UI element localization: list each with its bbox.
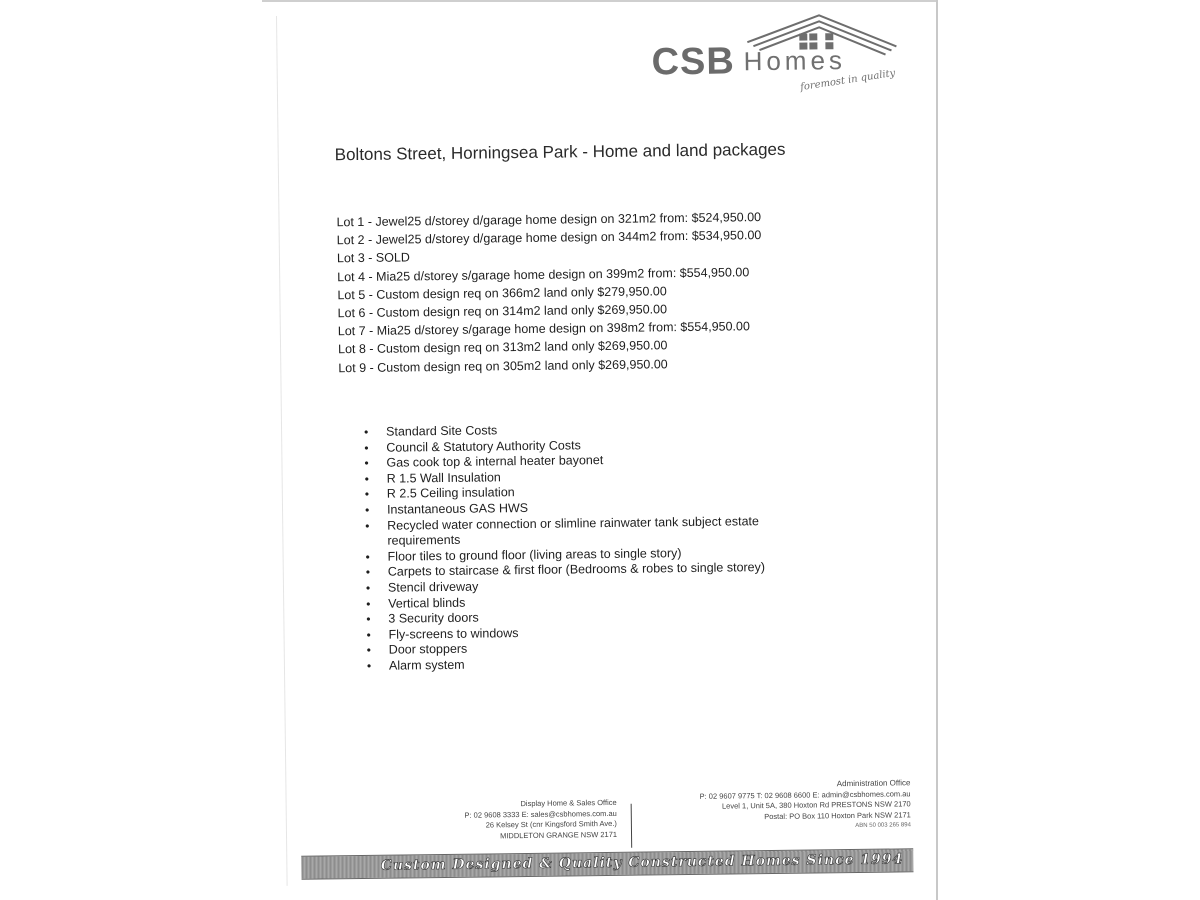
inclusion-item: • 3 Security doors (366, 607, 806, 628)
admin-office-abn: ABN 50 003 265 894 (855, 822, 911, 829)
admin-office-contact: P: 02 9607 9775 T: 02 9608 6600 E: admin@csbhomes.com.au (699, 788, 911, 801)
inclusion-item: • Vertical blinds (366, 591, 806, 612)
admin-office-block (642, 778, 911, 834)
csb-homes-logo (651, 10, 902, 103)
display-office-contact: P: 02 9608 3333 E: sales@csbhomes.com.au (464, 808, 617, 820)
inclusion-item: • Gas cook top & internal heater bayonet (364, 451, 804, 472)
inclusion-item: • Stencil driveway (366, 576, 806, 597)
page-title: Boltons Street, Horningsea Park - Home and land packages (334, 139, 786, 165)
lot-list (336, 208, 763, 377)
inclusions-list (364, 420, 807, 675)
inclusion-item: • Fly-screens to windows (366, 622, 806, 643)
lot-item: Lot 6 - Custom design req on 314m2 land only $269,950.00 (337, 302, 668, 321)
lot-item: Lot 9 - Custom design req on 305m2 land only $269,950.00 (338, 356, 668, 375)
inclusion-item: • Instantaneous GAS HWS (365, 498, 805, 519)
lot-item: Lot 2 - Jewel25 d/storey d/garage home design on 344m2 from: $534,950.00 (336, 228, 762, 248)
inclusion-item: • Door stoppers (367, 638, 807, 659)
admin-office-postal: Postal: PO Box 110 Hoxton Park NSW 2171 (764, 809, 911, 821)
lot-item: Lot 7 - Mia25 d/storey s/garage home design on 398m2 from: $554,950.00 (337, 319, 750, 339)
inclusion-item: • Council & Statutory Authority Costs (364, 435, 804, 456)
inclusion-item: • Standard Site Costs (364, 420, 804, 441)
display-office-address: 26 Kelsey St (cnr Kingsford Smith Ave.) (485, 818, 617, 830)
slogan-banner (301, 848, 913, 879)
lot-item: Lot 8 - Custom design req on 313m2 land only $269,950.00 (337, 338, 668, 357)
inclusion-item: • Alarm system (367, 653, 807, 674)
logo-sub-brand: Homes (743, 45, 847, 77)
logo-tagline: foremost in quality (799, 67, 897, 94)
inclusion-item: • Recycled water connection or slimline rainwater tank subject estate requirements (365, 513, 805, 550)
inclusion-item: • R 1.5 Wall Insulation (365, 466, 805, 487)
inclusion-item: • R 2.5 Ceiling insulation (365, 482, 805, 503)
inclusion-item: • Carpets to staircase & first floor (Bedrooms & robes to single storey) (366, 560, 806, 581)
display-office-block (437, 798, 617, 842)
slogan-text: Custom Designed & Quality Constructed Homes Since 1994 (380, 851, 904, 874)
lot-item: Lot 5 - Custom design req on 366m2 land only $279,950.00 (337, 284, 667, 303)
lot-item: Lot 3 - SOLD (336, 250, 411, 266)
lot-item: Lot 1 - Jewel25 d/storey d/garage home design on 321m2 from: $524,950.00 (336, 210, 762, 230)
inclusion-item: • Floor tiles to ground floor (living areas to single story) (366, 544, 806, 565)
display-office-suburb: MIDDLETON GRANGE NSW 2171 (499, 829, 618, 840)
document-page (276, 8, 948, 886)
scan-edge-top (262, 0, 938, 2)
display-office-heading: Display Home & Sales Office (520, 797, 617, 809)
admin-office-heading: Administration Office (836, 778, 911, 789)
footer-divider (631, 804, 633, 848)
lot-item: Lot 4 - Mia25 d/storey s/garage home design on 399m2 from: $554,950.00 (337, 264, 750, 284)
logo-brand: CSB (651, 40, 736, 84)
admin-office-address: Level 1, Unit 5A, 380 Hoxton Rd PRESTONS NSW 2170 (721, 799, 911, 811)
